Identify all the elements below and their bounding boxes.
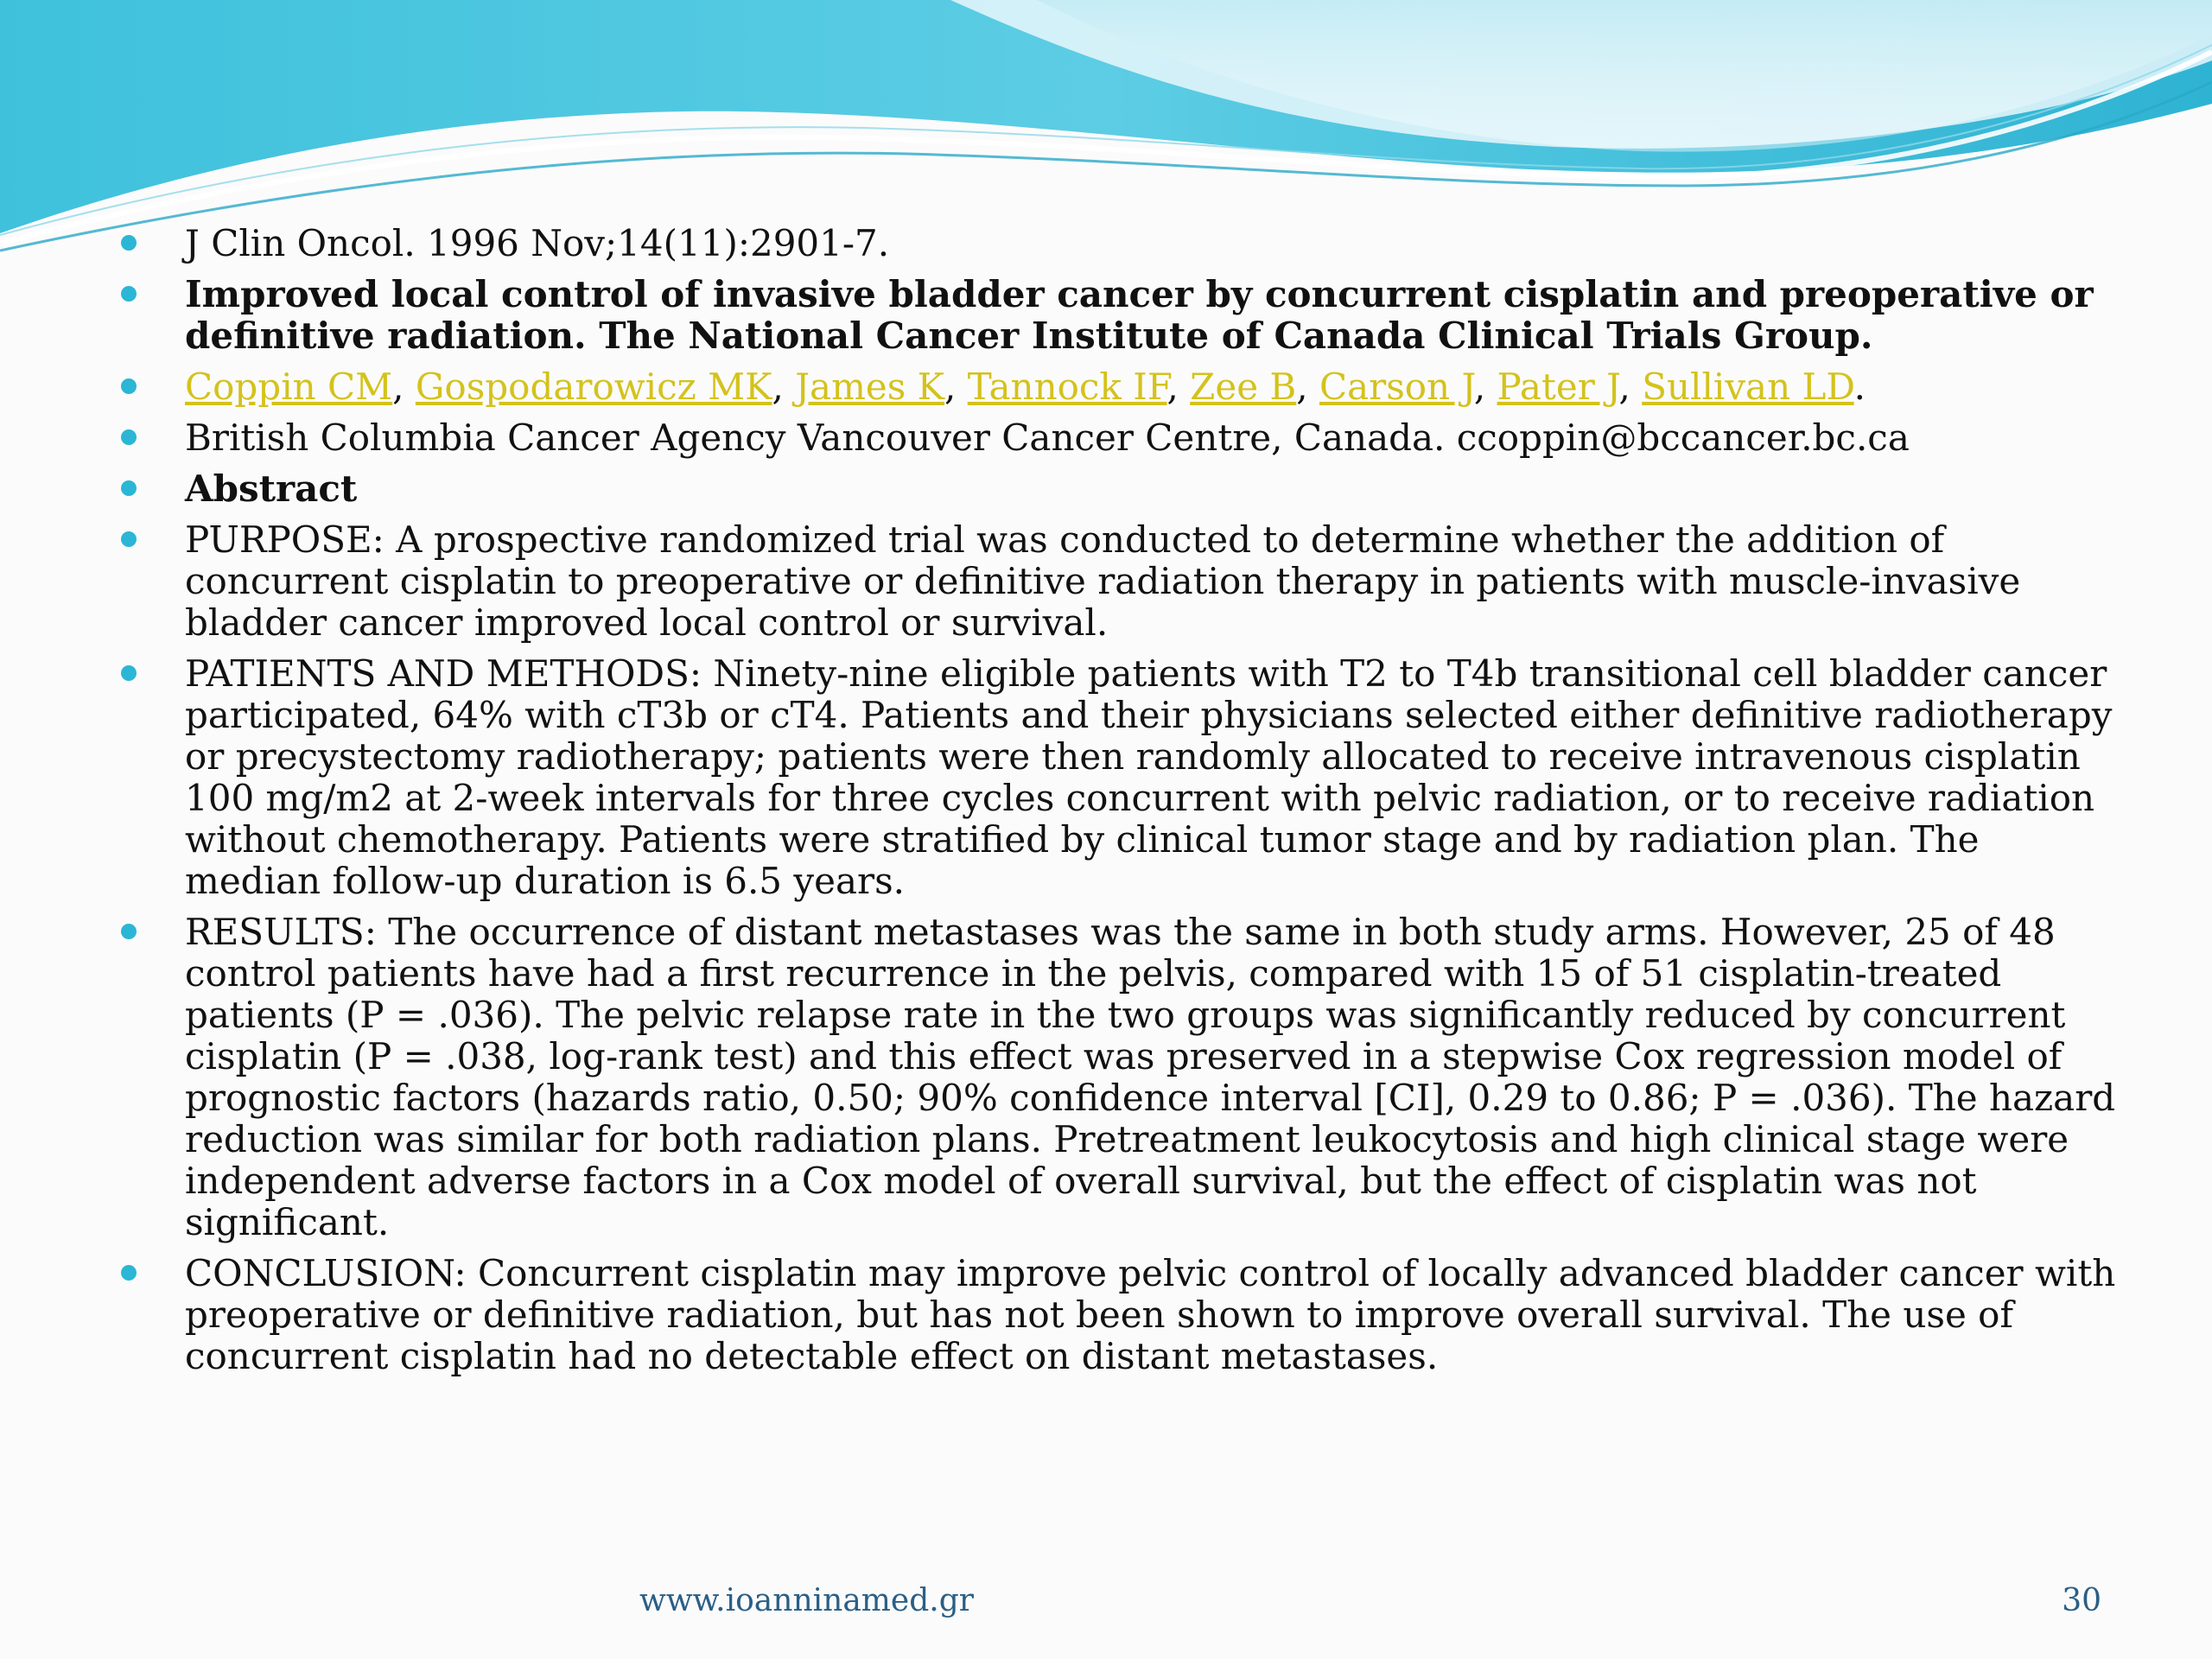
author-link[interactable]: James K xyxy=(795,365,945,408)
bullet-dot-icon xyxy=(121,665,137,681)
results-text: RESULTS: The occurrence of distant metastases was the same in both study arms. However, 25 of 48 control patients have had a first recurrence in the pelvis, compared with 15 of 51 cisplatin-treated patients (P = .036). The pelvic relapse rate in the two groups was significantly reduced by concurrent cisplatin (P = .038, log-rank test) and this effect was preserved in a stepwise Cox regression model of prognostic factors (hazards ratio, 0.50; 90% confidence interval [CI], 0.29 to 0.86; P = .036). The hazard reduction was similar for both radiation plans. Pretreatment leukocytosis and high clinical stage were independent adverse factors in a Cox model of overall survival, but the effect of cisplatin was not significant. xyxy=(185,911,2116,1243)
author-link[interactable]: Coppin CM xyxy=(185,365,393,408)
bullet-authors xyxy=(121,366,2117,408)
author-separator: , xyxy=(944,365,968,408)
author-list xyxy=(185,365,1866,408)
bullet-results xyxy=(121,912,2117,1243)
abstract-heading: Abstract xyxy=(185,467,358,510)
methods-text: PATIENTS AND METHODS: Ninety-nine eligible patients with T2 to T4b transitional cell bladder cancer participated, 64% with cT3b or cT4. Patients and their physicians selected either definitive radiotherapy or precystectomy radiotherapy; patients were then randomly allocated to receive intravenous cisplatin 100 mg/m2 at 2-week intervals for three cycles concurrent with pelvic radiation, or to receive radiation without chemotherapy. Patients were stratified by clinical tumor stage and by radiation plan. The median follow-up duration is 6.5 years. xyxy=(185,652,2113,902)
bullet-affiliation xyxy=(121,417,2117,459)
author-separator: , xyxy=(1296,365,1319,408)
author-separator: , xyxy=(392,365,416,408)
author-link[interactable]: Pater J xyxy=(1497,365,1619,408)
bullet-dot-icon xyxy=(121,235,137,251)
bullet-conclusion xyxy=(121,1253,2117,1377)
author-separator: , xyxy=(1618,365,1643,408)
bullet-abstract-heading xyxy=(121,468,2117,510)
article-title: Improved local control of invasive bladder cancer by concurrent cisplatin and preoperative or definitive radiation. The National Cancer Institute of Canada Clinical Trials Group. xyxy=(185,273,2094,357)
bullet-methods xyxy=(121,653,2117,902)
bullet-dot-icon xyxy=(121,429,137,445)
bullet-list xyxy=(121,223,2117,1377)
purpose-text: PURPOSE: A prospective randomized trial was conducted to determine whether the addition of concurrent cisplatin to preoperative or definitive radiation therapy in patients with muscle-invasive bladder cancer improved local control or survival. xyxy=(185,518,2021,644)
bullet-dot-icon xyxy=(121,480,137,496)
author-separator: , xyxy=(772,365,796,408)
bullet-dot-icon xyxy=(121,1265,137,1281)
author-link[interactable]: Gospodarowicz MK xyxy=(415,365,772,408)
bullet-citation xyxy=(121,223,2117,264)
bullet-title xyxy=(121,274,2117,357)
footer-url: www.ioanninamed.gr xyxy=(639,1583,974,1618)
author-separator: , xyxy=(1166,365,1191,408)
bullet-dot-icon xyxy=(121,286,137,302)
bullet-dot-icon xyxy=(121,531,137,547)
bullet-dot-icon xyxy=(121,924,137,939)
abstract-content xyxy=(121,223,2117,1387)
page-number: 30 xyxy=(2062,1583,2101,1618)
author-link[interactable]: Carson J xyxy=(1319,365,1474,408)
conclusion-text: CONCLUSION: Concurrent cisplatin may improve pelvic control of locally advanced bladder cancer with preoperative or definitive radiation, but has not been shown to improve overall survival. The use of concurrent cisplatin had no detectable effect on distant metastases. xyxy=(185,1252,2116,1377)
author-link[interactable]: Tannock IF xyxy=(967,365,1167,408)
author-separator: , xyxy=(1473,365,1497,408)
bullet-dot-icon xyxy=(121,378,137,394)
bullet-purpose xyxy=(121,519,2117,644)
citation-text: J Clin Oncol. 1996 Nov;14(11):2901-7. xyxy=(185,222,890,264)
affiliation-text: British Columbia Cancer Agency Vancouver Cancer Centre, Canada. ccoppin@bccancer.bc.ca xyxy=(185,416,1910,459)
author-link[interactable]: Zee B xyxy=(1190,365,1297,408)
author-separator: . xyxy=(1853,365,1866,408)
author-link[interactable]: Sullivan LD xyxy=(1642,365,1854,408)
wave-header-decoration xyxy=(0,0,2212,259)
